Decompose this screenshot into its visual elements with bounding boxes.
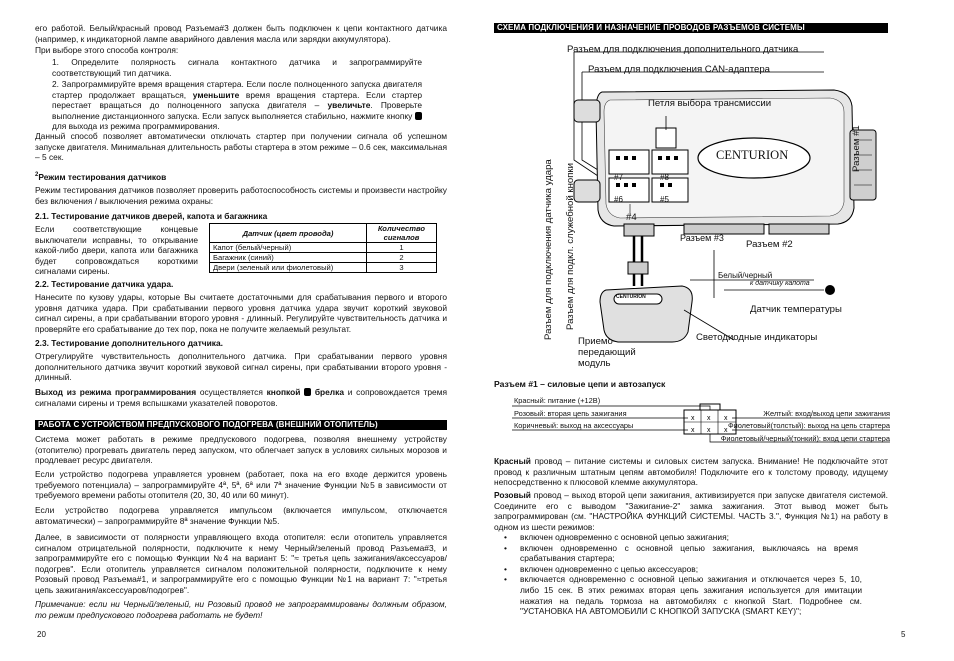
test-mode-desc: Режим тестирования датчиков позволяет проверить работоспособность системы и произвести настройку без включения / выключения режима охраны: — [35, 185, 447, 206]
exit-bold: Выход из режима программирования — [35, 387, 197, 397]
heater-paragraph-2: Если устройство подогрева управляется уровнем (работает, пока на его входе держится уровень требуемого потенциала) – запрограммируйте 4ª, 5ª, 6ª или 7ª значение Функции №5 в зависимости от требуемого времени работы отопителя (20, 30, 40 или 60 минут). — [35, 469, 447, 501]
section-2-3-text: Отрегулируйте чувствительность дополнительного датчика. При срабатывании первого уровня дополнительного датчика звучит короткий звуковой сигнал сирены, при срабатывании второго уровня - длинный. — [35, 351, 447, 383]
table-cell: Багажник (синий) — [210, 253, 367, 263]
heater-paragraph-4: Далее, в зависимости от полярности управляющего входа отопителя: если отопитель управляется сигналом отрицательной полярности, подключите к нему Черный/зеленый провод Разъема#3, и запрограммируйте его с помощью Функции №4 на вариант 5: "≈ третья цепь зажигания/аксессуаров/подогрев". Если отопитель управляется сигналом положительной полярности, подключите к нему Розовый провод Разъема#1, и запрограммируйте его с помощью Функции №1 на вариант 7: "≈третья цепь зажигания/аксессуаров/подогрев". — [35, 532, 447, 595]
label-connector-3: Разъем #3 — [680, 233, 724, 243]
wire-brown: Коричневый: выход на аксессуары — [514, 421, 634, 430]
svg-text:x: x — [707, 415, 711, 422]
page-number-right: 5 — [901, 630, 906, 639]
right-page — [494, 0, 906, 661]
step-2-text-c: . Проверьте выполнение дистанционного запуска. Если запуск выполняется стабильно, нажмите кнопку — [52, 100, 422, 121]
col-count-header: Количество сигналов — [367, 224, 437, 243]
transceiver-line-2: передающий — [578, 347, 636, 358]
table-cell: Капот (белый/черный) — [210, 243, 367, 253]
red-wire-text: провод – питание системы и силовых систем запуска. Внимание! Не подключайте этот провод к различным штатным цепям автомобиля! Подключите его к толстому проводу, идущему непосредственно к плюсовой клемме аккумулятора. — [494, 456, 889, 488]
section-2-2-title: 2.2. Тестирование датчика удара. — [35, 279, 174, 289]
loop-line-1: Петля выбора трансмиссии — [648, 98, 772, 109]
label-connector-2: Разъем #2 — [746, 239, 793, 250]
page-number-left: 20 — [37, 630, 46, 639]
step-2-text-b: время вращения стартера. Если стартер перестает вращаться до полноценного запуска двигателя – — [52, 89, 423, 111]
wire-red: Красный: питание (+12В) — [514, 396, 601, 405]
step-2 — [52, 79, 422, 132]
svg-text:x: x — [691, 427, 695, 434]
pink-modes-list — [494, 532, 888, 617]
list-item: • включается одновременно с основной цепью зажигания и отключается через 5, 10, либо 15 сек. В этих режимах вторая цепь зажигания используется для имитации нажатия на педаль тормоза на автомобилях с кнопкой Start. Подробнее см. "УСТАНОВКА НА АВТОМОБИЛИ С КНОПКОЙ ЗАПУСКА (SMART KEY)"; — [494, 574, 888, 616]
label-led-indicators: Светодиодные индикаторы — [696, 332, 818, 343]
method-note: Данный способ позволяет автоматически отключать стартер при получении сигнала об успешном запуске двигателя. Минимальная длительность работы стартера в этом режиме – 0.6 сек, максимальная – 5 сек. — [35, 131, 447, 163]
wire-violet-thin: Фиолетовый/черный(тонкий): вход цепи стартера — [720, 434, 890, 443]
step-2-increase: увеличьте — [327, 100, 371, 111]
connector-1-pinout — [512, 394, 892, 450]
transceiver-line-1: Приемо- — [578, 336, 617, 347]
lock-icon — [415, 112, 422, 120]
pin-8: #8 — [660, 173, 669, 182]
wire-white-black-note: к датчику капота — [750, 280, 810, 287]
red-wire-label: Красный — [494, 456, 531, 466]
section-2-3-title: 2.3. Тестирование дополнительного датчика. — [35, 338, 223, 348]
table-row — [210, 263, 437, 273]
intro-paragraph: его работой. Белый/красный провод Разъема#3 должен быть подключен к цепи контактного датчика (например, к индикаторной лампе аварийного давления масла или зарядки аккумулятора). — [35, 23, 447, 44]
label-can-adapter: Разъем для подключения CAN-адаптера — [588, 64, 771, 75]
pin-5: #5 — [660, 195, 669, 204]
exit-fob-word: брелка — [314, 387, 344, 397]
pin-4: #4 — [626, 212, 637, 223]
test-mode-title — [35, 170, 166, 182]
list-item: • включен одновременно с основной цепью зажигания, выключаясь на время срабатывания стартера; — [494, 543, 888, 564]
table-cell: 1 — [367, 243, 437, 253]
method-title: При выборе этого способа контроля: — [35, 45, 179, 55]
exit-button-word: кнопкой — [266, 387, 301, 397]
red-wire-paragraph — [494, 456, 888, 488]
list-item: • включен одновременно с основной цепью зажигания; — [494, 532, 888, 543]
section-2-1-title: 2.1. Тестирование датчиков дверей, капота и багажника — [35, 211, 268, 221]
svg-text:x: x — [707, 427, 711, 434]
heater-paragraph-1: Система может работать в режиме предпускового подогрева, позволяя внешнему устройству (отопителю) прогревать двигатель перед запуском, что облегчает запуск в условиях сильных морозов и продлевает ресурс двигателя. — [35, 434, 447, 466]
lock-icon — [304, 388, 311, 396]
heater-paragraph-3: Если устройство подогрева управляется импульсом (включается импульсом, отключается автоматически) – запрограммируйте 8ª значение Функции №5. — [35, 505, 447, 526]
label-aux-sensor: Разъем для подключения дополнительного датчика — [567, 44, 799, 55]
list-item: • включен одновременно с цепью аксессуаров; — [494, 564, 888, 575]
col-sensor-header: Датчик (цвет провода) — [210, 224, 367, 243]
wire-pink: Розовый: вторая цепь зажигания — [514, 409, 627, 418]
transceiver-line-3: модуль — [578, 358, 611, 369]
connector-1-title: Разъем #1 – силовые цепи и автозапуск — [494, 379, 666, 389]
sensor-table — [209, 223, 437, 273]
table-row — [210, 243, 437, 253]
label-temp-sensor: Датчик температуры — [750, 304, 842, 315]
pink-wire-paragraph — [494, 490, 888, 532]
exit-paragraph — [35, 387, 447, 408]
diagram-drawing — [534, 40, 894, 380]
wire-yellow: Желтый: вход/выход цепи зажигания — [763, 409, 890, 418]
step-2-decrease: уменьшите — [192, 89, 240, 100]
exit-text-a: осуществляется — [199, 387, 263, 397]
step-2-text-a: 2. Запрограммируйте время вращения стартера. Если после полноценного запуска двигателя стартер продолжает вращаться, — [52, 79, 422, 100]
svg-text:x: x — [724, 427, 728, 434]
exit-text-b: и сопровождается тремя сигналами сирены и тремя вспышками указателей поворотов. — [35, 387, 448, 408]
wire-white-black: Белый/черный — [718, 271, 773, 280]
heater-section-header: РАБОТА С УСТРОЙСТВОМ ПРЕДПУСКОВОГО ПОДОГРЕВА (ВНЕШНИЙ ОТОПИТЕЛЬ) — [35, 420, 447, 430]
svg-text:x: x — [691, 415, 695, 422]
table-cell: Двери (зеленый или фиолетовый) — [210, 263, 367, 273]
table-header-row — [210, 224, 437, 243]
module-brand: CENTURION — [616, 294, 646, 300]
svg-text:x: x — [724, 415, 728, 422]
step-1: 1. Определите полярность сигнала контактного датчика и запрограммируйте соответствующий тип датчика. — [52, 57, 422, 78]
section-2-2-text: Нанесите по кузову удары, которые Вы считаете достаточными для срабатывания первого и второго уровня датчика удара. При срабатывании первого уровня датчика удара звучит короткий звуковой сигнал сирены, а при срабатывании второго уровня - длинный. Регулируйте чувствительность датчика и проверяйте его срабатывание до тех пор, пока не получите желаемый результат. — [35, 292, 447, 334]
test-mode-title-text: Режим тестирования датчиков — [38, 171, 167, 182]
test-mode-sup: 2 — [35, 172, 39, 178]
pin-6: #6 — [614, 195, 623, 204]
label-transceiver — [578, 336, 636, 369]
wiring-diagram — [534, 40, 894, 380]
heater-note: Примечание: если ни Черный/зеленый, ни Розовый провод не запрограммированы должным образом, то режим предпускового подогрева работать не будет! — [35, 599, 447, 620]
step-2-text-d: для выхода из режима программирования. — [52, 121, 220, 132]
label-shock-sensor: Разъем для подключения датчика удара — [543, 159, 554, 340]
table-cell: 2 — [367, 253, 437, 263]
label-connector-1: Разъем #1 — [851, 125, 862, 172]
label-transmission-loop — [648, 98, 771, 109]
wiring-section-header: СХЕМА ПОДКЛЮЧЕНИЯ И НАЗНАЧЕНИЕ ПРОВОДОВ РАЗЪЕМОВ СИСТЕМЫ — [494, 23, 888, 33]
pink-wire-text: провод – выход второй цепи зажигания, активизируется при запуске двигателя системой. Соедините его с выводом "Зажигание-2" замка зажигания. Этот вывод может быть запрограммирован (см. "НАСТРОЙКА ФУНКЦИЙ СИСТЕМЫ. ЧАСТЬ 3.", Функция №1) на работу в одном из шести режимов: — [494, 490, 888, 532]
table-row — [210, 253, 437, 263]
section-2-1-text: Если соответствующие концевые выключатели исправны, то открывание какой-либо двери, капота или багажника будет сопровождаться короткими сигналами сирены. — [35, 224, 198, 277]
brand-label: CENTURION — [716, 148, 789, 162]
wire-violet-thick: Фиолетовый(толстый): выход на цепь стартера — [727, 421, 890, 430]
table-cell: 3 — [367, 263, 437, 273]
pin-7: #7 — [614, 173, 623, 182]
pink-wire-label: Розовый — [494, 490, 531, 500]
label-service-button: Разъем для подкл. служебной кнопки — [565, 163, 576, 330]
